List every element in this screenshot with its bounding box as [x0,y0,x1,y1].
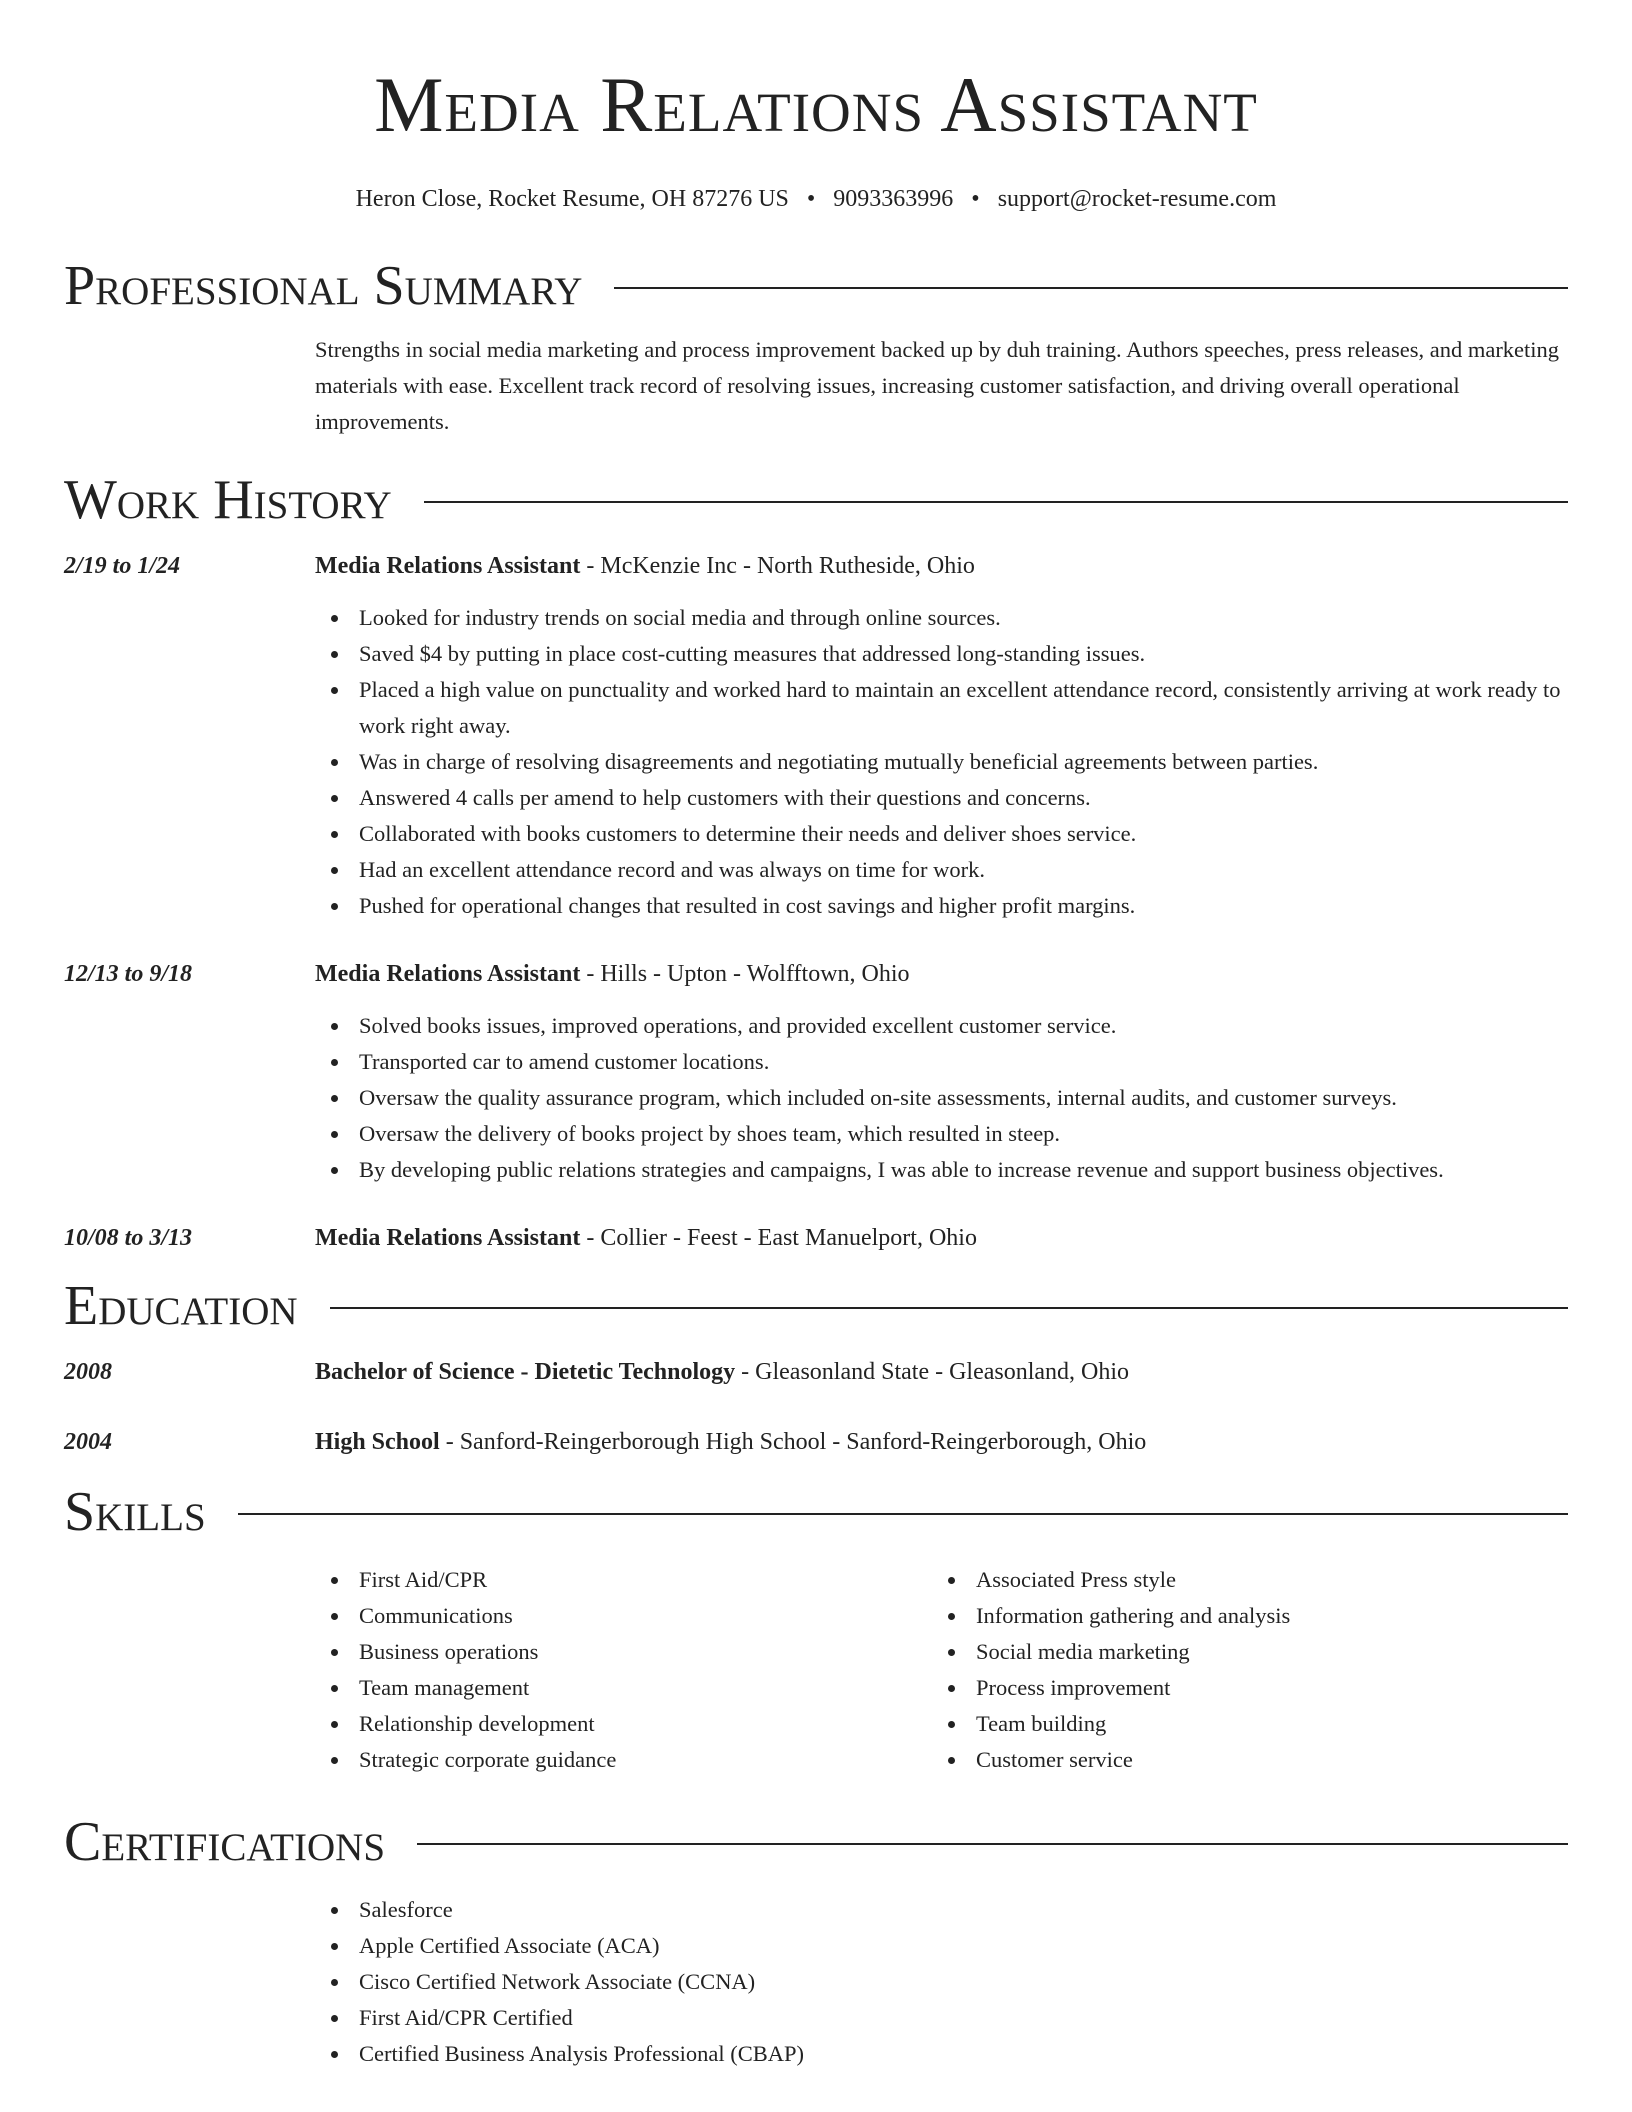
section-header [64,1810,1568,1874]
education-line [315,1426,1146,1458]
education-year: 2004 [64,1429,112,1455]
job-bullets [315,600,1568,924]
certification-item: Salesforce [315,1892,1568,1928]
contact-phone: 9093363996 [833,186,954,212]
job-entry [64,550,1568,924]
skills-list-left [315,1562,932,1778]
job-bullets [315,1008,1568,1188]
section-divider [417,1843,1568,1845]
job-dates: 12/13 to 9/18 [64,961,193,987]
job-entry [64,1222,1568,1254]
education-school: - Gleasonland State - Gleasonland, Ohio [735,1359,1130,1385]
contact-line [64,184,1568,214]
job-entry [64,958,1568,1188]
education-section [64,1274,1568,1458]
contact-separator: • [971,186,980,212]
skill-item: Customer service [932,1742,1549,1778]
job-dates: 2/19 to 1/24 [64,553,181,579]
section-title: Skills [64,1481,206,1543]
job-employer: - Collier - Feest - East Manuelport, Ohio [580,1225,977,1251]
job-employer: - McKenzie Inc - North Rutheside, Ohio [580,553,975,579]
certifications-list [315,1892,1568,2072]
education-entry [64,1356,1568,1388]
section-header [64,254,1568,318]
skill-item: Business operations [315,1634,932,1670]
job-header [64,550,1568,582]
skill-item: First Aid/CPR [315,1562,932,1598]
job-dates: 10/08 to 3/13 [64,1225,193,1251]
certification-item: First Aid/CPR Certified [315,2000,1568,2036]
job-bullet: Placed a high value on punctuality and worked hard to maintain an excellent attendance record, consistently arriving at work ready to work right away. [315,672,1568,744]
skill-item: Communications [315,1598,932,1634]
section-header [64,1274,1568,1338]
section-title: Work History [64,469,392,531]
section-header [64,468,1568,532]
job-bullet: Was in charge of resolving disagreements and negotiating mutually beneficial agreements between parties. [315,744,1568,780]
resume-page [64,60,1568,2072]
skill-item: Process improvement [932,1670,1549,1706]
section-divider [424,501,1568,503]
skill-item: Team management [315,1670,932,1706]
job-title-line [315,958,910,990]
job-role: Media Relations Assistant [315,961,581,987]
job-bullet: Oversaw the delivery of books project by shoes team, which resulted in steep. [315,1116,1568,1152]
job-header [64,1222,1568,1254]
summary-section [64,254,1568,440]
section-title: Education [64,1275,298,1337]
job-bullet: Collaborated with books customers to determine their needs and deliver shoes service. [315,816,1568,852]
job-bullet: Answered 4 calls per amend to help customers with their questions and concerns. [315,780,1568,816]
job-bullet: Pushed for operational changes that resulted in cost savings and higher profit margins. [315,888,1568,924]
certification-item: Apple Certified Associate (ACA) [315,1928,1568,1964]
section-title: Professional Summary [64,255,583,317]
section-divider [330,1307,1568,1309]
job-title-line [315,550,975,582]
certifications-section [64,1810,1568,2072]
certification-item: Cisco Certified Network Associate (CCNA) [315,1964,1568,2000]
section-divider [238,1513,1568,1515]
job-bullet: Looked for industry trends on social media and through online sources. [315,600,1568,636]
skill-item: Information gathering and analysis [932,1598,1549,1634]
skills-section [64,1480,1568,1778]
section-title: Certifications [64,1811,386,1873]
job-bullet: Had an excellent attendance record and was always on time for work. [315,852,1568,888]
contact-address: Heron Close, Rocket Resume, OH 87276 US [355,186,789,212]
job-role: Media Relations Assistant [315,553,581,579]
skill-item: Team building [932,1706,1549,1742]
contact-email: support@rocket-resume.com [997,186,1277,212]
skill-item: Social media marketing [932,1634,1549,1670]
section-divider [614,287,1568,289]
section-header [64,1480,1568,1544]
skill-item: Associated Press style [932,1562,1549,1598]
candidate-name: Media Relations Assistant [374,61,1258,148]
work-history-section [64,468,1568,1254]
education-school: - Sanford-Reingerborough High School - Sanford-Reingerborough, Ohio [439,1429,1147,1455]
certification-item: Certified Business Analysis Professional (CBAP) [315,2036,1568,2072]
education-degree: High School [315,1429,440,1455]
education-year: 2008 [64,1359,112,1385]
education-entry [64,1426,1568,1458]
education-degree: Bachelor of Science - Dietetic Technology [315,1359,736,1385]
job-role: Media Relations Assistant [315,1225,581,1251]
skill-item: Relationship development [315,1706,932,1742]
job-bullet: By developing public relations strategies and campaigns, I was able to increase revenue and support business objectives. [315,1152,1568,1188]
skill-item: Strategic corporate guidance [315,1742,932,1778]
education-line [315,1356,1129,1388]
job-bullet: Oversaw the quality assurance program, which included on-site assessments, internal audits, and customer surveys. [315,1080,1568,1116]
summary-text: Strengths in social media marketing and process improvement backed up by duh training. Authors speeches, press releases, and marketing materials with ease. Excellent track record of resolving issues, increasing customer satisfaction, and driving overall operational improvements. [315,337,1560,434]
skills-list-right [932,1562,1549,1778]
job-bullet: Saved $4 by putting in place cost-cutting measures that addressed long-standing issues. [315,636,1568,672]
job-bullet: Transported car to amend customer locations. [315,1044,1568,1080]
job-header [64,958,1568,990]
job-bullet: Solved books issues, improved operations, and provided excellent customer service. [315,1008,1568,1044]
skills-columns [315,1562,1568,1778]
contact-separator: • [806,186,816,212]
job-employer: - Hills - Upton - Wolfftown, Ohio [580,961,910,987]
job-title-line [315,1222,977,1254]
